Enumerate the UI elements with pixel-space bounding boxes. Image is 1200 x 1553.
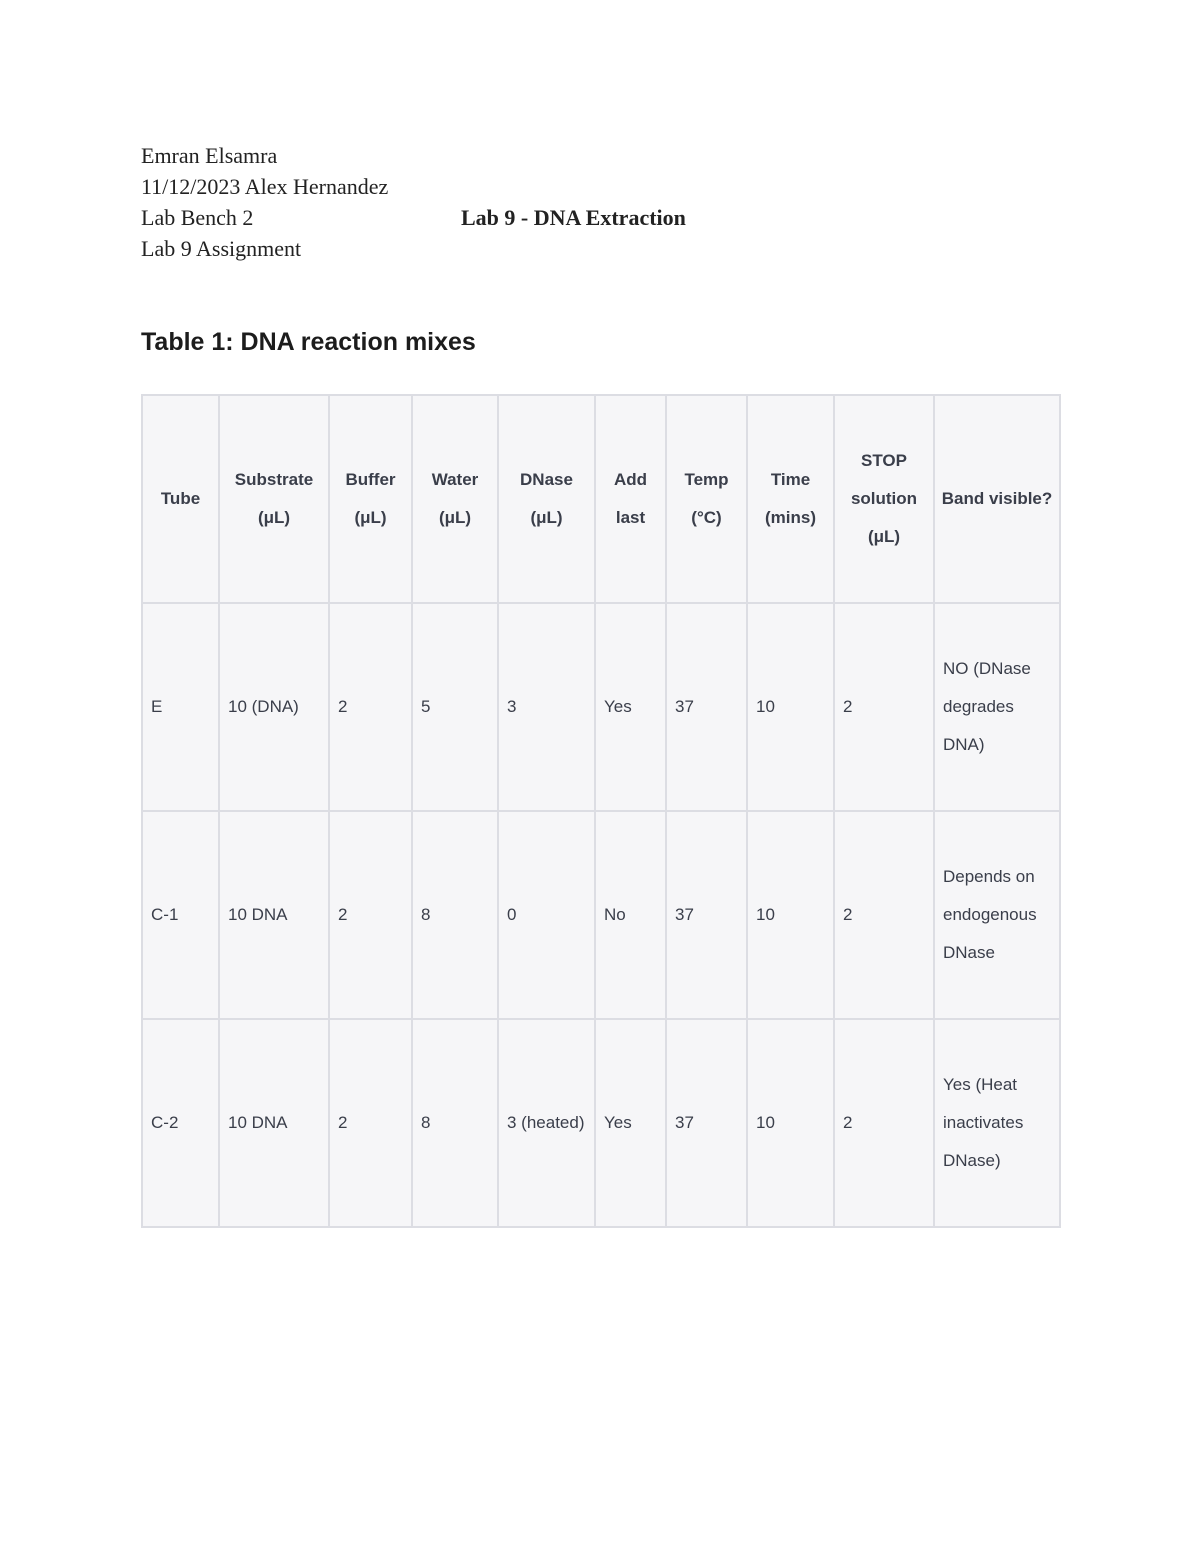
date-and-partner: 11/12/2023 Alex Hernandez (141, 174, 389, 199)
header-buffer: Buffer (μL) (329, 395, 412, 603)
cell-substrate: 10 (DNA) (219, 603, 329, 811)
cell-dnase: 0 (498, 811, 595, 1019)
cell-tube: C-2 (142, 1019, 219, 1227)
lab-bench: Lab Bench 2 (141, 205, 254, 230)
table-row (142, 603, 1060, 811)
cell-water: 8 (412, 1019, 498, 1227)
header-dnase: DNase (μL) (498, 395, 595, 603)
dna-reaction-mixes-table (141, 394, 1061, 1228)
student-name: Emran Elsamra (141, 143, 278, 168)
cell-stop-solution: 2 (834, 603, 934, 811)
cell-buffer: 2 (329, 811, 412, 1019)
cell-dnase: 3 (498, 603, 595, 811)
header-add-last: Add last (595, 395, 666, 603)
cell-water: 8 (412, 811, 498, 1019)
cell-stop-solution: 2 (834, 811, 934, 1019)
cell-buffer: 2 (329, 603, 412, 811)
cell-band-visible: Depends on endogenous DNase (934, 811, 1060, 1019)
cell-temp: 37 (666, 603, 747, 811)
cell-substrate: 10 DNA (219, 1019, 329, 1227)
lab-title: Lab 9 - DNA Extraction (461, 205, 686, 230)
cell-buffer: 2 (329, 1019, 412, 1227)
cell-substrate: 10 DNA (219, 811, 329, 1019)
cell-temp: 37 (666, 1019, 747, 1227)
cell-add-last: Yes (595, 603, 666, 811)
cell-band-visible: Yes (Heat inactivates DNase) (934, 1019, 1060, 1227)
cell-time: 10 (747, 603, 834, 811)
header-stop-solution: STOP solution (μL) (834, 395, 934, 603)
document-header (141, 140, 388, 264)
cell-stop-solution: 2 (834, 1019, 934, 1227)
header-water: Water (μL) (412, 395, 498, 603)
header-substrate: Substrate (μL) (219, 395, 329, 603)
cell-add-last: Yes (595, 1019, 666, 1227)
header-tube: Tube (142, 395, 219, 603)
cell-tube: E (142, 603, 219, 811)
cell-add-last: No (595, 811, 666, 1019)
cell-water: 5 (412, 603, 498, 811)
table-header-row (142, 395, 1060, 603)
cell-dnase: 3 (heated) (498, 1019, 595, 1227)
cell-time: 10 (747, 811, 834, 1019)
header-band-visible: Band visible? (934, 395, 1060, 603)
table-row (142, 1019, 1060, 1227)
table-title: Table 1: DNA reaction mixes (141, 328, 476, 356)
cell-time: 10 (747, 1019, 834, 1227)
assignment-label: Lab 9 Assignment (141, 236, 302, 261)
cell-temp: 37 (666, 811, 747, 1019)
table-row (142, 811, 1060, 1019)
cell-tube: C-1 (142, 811, 219, 1019)
header-time: Time (mins) (747, 395, 834, 603)
cell-band-visible: NO (DNase degrades DNA) (934, 603, 1060, 811)
header-temp: Temp (°C) (666, 395, 747, 603)
